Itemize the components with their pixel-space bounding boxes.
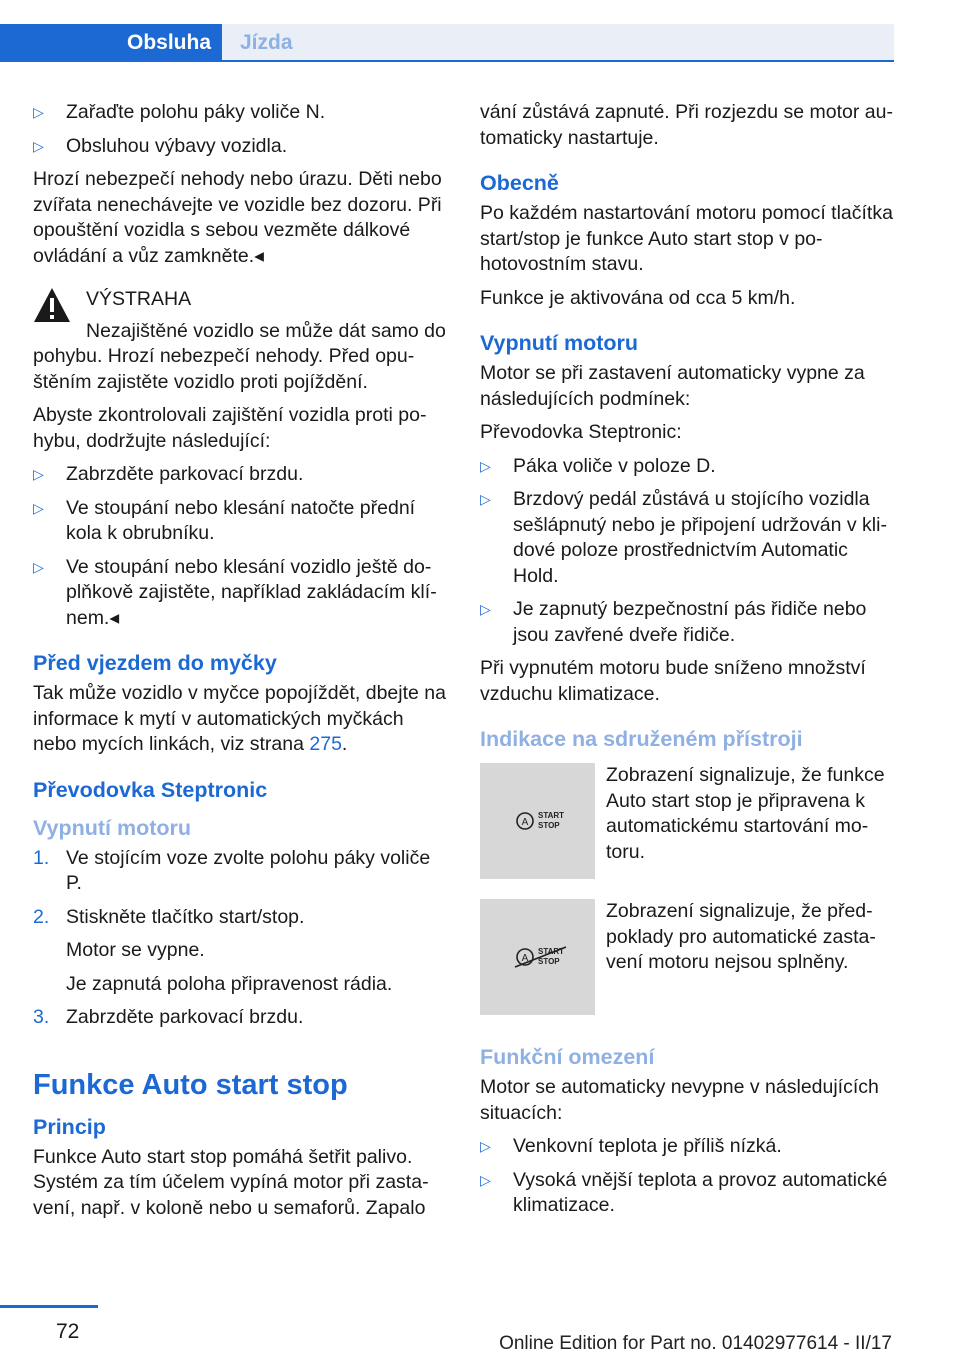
list-item [33, 555, 447, 632]
list-item [33, 134, 447, 160]
auto-letter: A [521, 817, 529, 828]
triangle-bullet-icon: ▷ [33, 558, 44, 575]
list-item-text: Zařaďte polohu páky voliče N. [66, 101, 326, 123]
triangle-bullet-icon: ▷ [480, 491, 491, 507]
list-item-text: Ve stoupání nebo klesání natočte přední kola k obrubníku. [66, 496, 416, 544]
heading-limits: Funkční omezení [480, 1045, 655, 1069]
auto-start-stop-icon [480, 763, 595, 879]
heading-engine-off: Vypnutí motoru [33, 815, 192, 840]
start-label: START [538, 947, 565, 956]
paragraph: Převodovka Steptronic: [480, 421, 682, 443]
step-text: Ve stojícím voze zvolte polohu páky voliče P. [66, 846, 431, 894]
start-label: START [538, 811, 565, 820]
paragraph: Motor se automaticky nevypne v následujících situacích: [480, 1076, 879, 1124]
indicator-not-ready-text: Zobrazení signalizuje, že předpoklady pro automatické zastavení motoru nejsou splněny. [606, 900, 876, 973]
paragraph-princip: Funkce Auto start stop pomáhá šetřit palivo. Systém za tím účelem vypíná motor při zastavení, např. v koloně nebo u semaforů. Zapalo [33, 1145, 429, 1219]
warning-block [33, 287, 447, 395]
list-item [480, 454, 894, 480]
auto-start-stop-crossed-icon [480, 899, 595, 1015]
list-item [480, 1168, 894, 1219]
numbered-step [33, 1005, 447, 1031]
list-item [33, 462, 447, 488]
paragraph: Abyste zkontrolovali zajištění vozidla proti pohybu, dodržujte následující: [33, 404, 427, 452]
right-column [480, 100, 894, 1227]
heading-indicator: Indikace na sdruženém přístroji [480, 727, 803, 751]
paragraph: Hrozí nebezpečí nehody nebo úrazu. Děti nebo zvířata nenechávejte ve vozidle bez dozoru. Při opouštění vozidla s sebou vezměte dálkové ovládání a vůz zamkněte.◂ [33, 168, 442, 267]
list-item [480, 1134, 894, 1160]
triangle-bullet-icon: ▷ [480, 601, 491, 617]
paragraph: Při vypnutém motoru bude sníženo množství vzduchu klimatizace. [480, 657, 866, 705]
heading-auto-start-stop: Funkce Auto start stop [33, 1068, 348, 1101]
tab-jizda[interactable]: Jízda [222, 24, 894, 62]
paragraph-carwash [33, 681, 447, 758]
paragraph: Po každém nastartování motoru pomocí tlačítka start/stop je funkce Auto start stop v pohotovostním stavu. [480, 202, 893, 275]
carwash-text: Tak může vozidlo v myčce popojíždět, dbejte na informace k mytí v automatických myčkách nebo mycích linkách, viz strana [33, 682, 446, 755]
heading-general: Obecně [480, 171, 559, 195]
triangle-bullet-icon: ▷ [33, 137, 44, 154]
list-item [33, 100, 447, 126]
page-number: 72 [56, 1320, 80, 1343]
step-number: 2. [33, 905, 50, 928]
triangle-bullet-icon: ▷ [480, 1171, 491, 1188]
list-item-text: Zabrzděte parkovací brzdu. [66, 463, 304, 485]
carwash-text-end: . [341, 733, 348, 755]
indicator-ready [480, 763, 894, 879]
numbered-step [33, 846, 447, 897]
warning-title: VÝSTRAHA [86, 288, 192, 310]
tab-obsluha[interactable]: Obsluha [0, 24, 222, 62]
list-item-text: Obsluhou výbavy vozidla. [66, 134, 288, 157]
list-item-text: Venkovní teplota je příliš nízká. [513, 1135, 782, 1157]
list-item [33, 496, 447, 547]
step-text: Stiskněte tlačítko start/stop. [66, 905, 305, 928]
page-link-275[interactable]: 275 [309, 733, 342, 755]
step-note: Je zapnutá poloha připravenost rádia. [66, 972, 393, 995]
list-item [480, 597, 894, 648]
warning-text: Nezajištěné vozidlo se může dát samo do pohybu. Hrozí nebezpečí nehody. Před opuštěním zajistěte vozidlo proti pojíždění. [33, 319, 446, 393]
indicator-not-ready [480, 899, 894, 1015]
paragraph: vání zůstává zapnuté. Při rozjezdu se motor automaticky nastartuje. [480, 101, 893, 149]
heading-steptronic: Převodovka Steptronic [33, 777, 268, 802]
paragraph: Funkce je aktivována od cca 5 km/h. [480, 286, 796, 309]
heading-carwash: Před vjezdem do myčky [33, 651, 277, 675]
heading-princip: Princip [33, 1114, 106, 1139]
paragraph: Motor se při zastavení automaticky vypne za následujících podmínek: [480, 362, 865, 410]
warning-triangle-icon [33, 287, 71, 323]
triangle-bullet-icon: ▷ [33, 104, 44, 120]
step-number: 1. [33, 846, 50, 869]
footer-rule [0, 1305, 98, 1308]
left-column [33, 100, 447, 1229]
edition-footer: Online Edition for Part no. 01402977614 - II/17 [499, 1333, 892, 1354]
numbered-step [33, 905, 447, 931]
triangle-bullet-icon: ▷ [33, 466, 44, 482]
header-rule [0, 60, 894, 62]
list-item-text: Je zapnutý bezpečnostní pás řidiče nebo jsou zavřené dveře řidiče. [513, 598, 867, 646]
step-note: Motor se vypne. [66, 939, 205, 961]
stop-label: STOP [538, 957, 560, 966]
list-item-text: Páka voliče v poloze D. [513, 454, 716, 477]
triangle-bullet-icon: ▷ [480, 457, 491, 474]
list-item [480, 487, 894, 589]
triangle-bullet-icon: ▷ [480, 1138, 491, 1154]
triangle-bullet-icon: ▷ [33, 499, 44, 516]
list-item-text: Vysoká vnější teplota a provoz automatické klimatizace. [513, 1168, 888, 1216]
step-text: Zabrzděte parkovací brzdu. [66, 1006, 304, 1028]
list-item-text: Brzdový pedál zůstává u stojícího vozidla sešlápnutý nebo je připojení udržován v klidové poloze prostřednictvím Automatic Hold. [513, 488, 887, 587]
stop-label: STOP [538, 821, 560, 830]
auto-letter: A [521, 953, 529, 964]
indicator-ready-text: Zobrazení signalizuje, že funkce Auto start stop je připravena k automatickému startování motoru. [606, 764, 885, 863]
step-number: 3. [33, 1006, 50, 1028]
header-tabs [0, 0, 960, 62]
heading-engine-off-right: Vypnutí motoru [480, 331, 639, 355]
list-item-text: Ve stoupání nebo klesání vozidlo ještě doplňkově zajistěte, například zakládacím klínem.◂ [66, 555, 437, 629]
